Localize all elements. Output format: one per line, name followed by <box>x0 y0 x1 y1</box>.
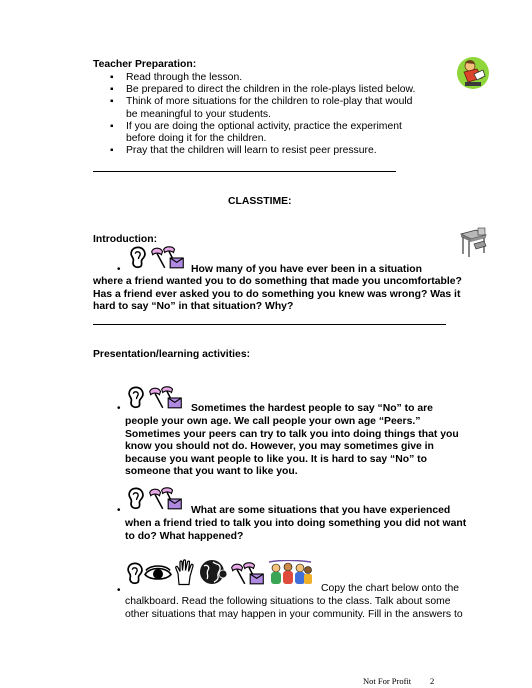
item-line: because you want people to like you. It is hard to say “No” to <box>125 453 427 465</box>
eye-icon <box>144 565 172 582</box>
child-reading-icon <box>455 56 491 90</box>
list-item <box>110 84 415 96</box>
footer-label: Not For Profit <box>363 676 412 686</box>
intro-question-text <box>93 276 462 314</box>
intro-line: hard to say “No” in that situation? Why? <box>93 301 294 313</box>
bullet-dot: • <box>117 403 121 414</box>
item1-icons <box>127 386 188 410</box>
speaking-mouth-icon <box>144 386 188 410</box>
presentation-heading: Presentation/learning activities: <box>93 349 251 360</box>
page-number: 2 <box>430 676 435 686</box>
item3-text <box>125 596 463 621</box>
item2-first-line <box>191 505 450 518</box>
bullet-dot: • <box>117 505 121 516</box>
list-item <box>110 96 415 120</box>
list-item-text: If you are doing the optional activity, practice the experiment <box>126 120 402 132</box>
list-item <box>110 121 415 145</box>
teacher-preparation-heading: Teacher Preparation: <box>93 59 197 70</box>
section-divider <box>93 171 396 172</box>
hand-icon <box>174 559 196 586</box>
item3-icons <box>126 558 312 586</box>
ear-icon <box>127 487 144 511</box>
speaking-mouth-icon <box>146 246 190 270</box>
list-item-text: Think of more situations for the children to role-play that would <box>126 96 413 108</box>
item1-text <box>125 416 459 479</box>
world-globe-icon <box>198 558 228 586</box>
item-line: Sometimes the hardest people to say “No” to are <box>191 403 433 414</box>
list-item-text: be meaningful to your students. <box>126 108 271 120</box>
bullet-dot: • <box>117 264 121 275</box>
introduction-heading: Introduction: <box>93 234 158 245</box>
ear-icon <box>127 386 144 410</box>
item-line: chalkboard. Read the following situations to the class. Talk about some <box>125 596 451 607</box>
list-item-text: Pray that the children will learn to resist peer pressure. <box>126 145 377 157</box>
item2-icons <box>127 487 188 511</box>
ear-icon <box>126 562 143 586</box>
intro-line: Has a friend ever asked you to do something you knew was wrong? Was it <box>93 288 461 300</box>
list-item-text: before doing it for the children. <box>126 133 267 145</box>
item-line: What are some situations that you have experienced <box>191 505 451 516</box>
children-group-icon <box>268 560 312 586</box>
intro-line: How many of you have ever been in a situation <box>191 264 422 275</box>
speaking-mouth-icon <box>144 487 188 511</box>
classtime-heading: CLASSTIME: <box>228 196 292 207</box>
intro-icons <box>129 246 190 270</box>
speaking-mouth-icon <box>228 562 268 586</box>
classroom-desk-icon <box>458 226 488 258</box>
item-line: someone that you want to like you. <box>125 466 298 478</box>
item-line: Sometimes your peers can try to talk you into doing things that you <box>125 428 459 440</box>
intro-question-first-line <box>191 264 422 277</box>
item-line: people your own age. We call people your own age “Peers.” <box>125 416 421 427</box>
item-line: when a friend tried to talk you into doing something you did not want <box>125 518 467 529</box>
list-item <box>110 145 415 157</box>
preparation-list <box>110 72 415 157</box>
intro-line: where a friend wanted you to do something that made you uncomfortable? <box>93 276 462 287</box>
item-line: other situations that may happen in your community. Fill in the answers to <box>125 608 463 620</box>
list-item-text: Be prepared to direct the children in the role-plays listed below. <box>126 84 416 96</box>
item3-first-line: Copy the chart below onto the <box>321 583 460 594</box>
ear-icon <box>129 246 146 270</box>
list-item <box>110 72 415 84</box>
list-item-text: Read through the lesson. <box>126 72 243 83</box>
item1-first-line <box>191 403 433 416</box>
item-line: to do? What happened? <box>125 530 244 542</box>
item2-text <box>125 518 466 543</box>
section-divider <box>93 324 446 325</box>
bullet-dot: • <box>117 585 121 596</box>
item-line: know you should not do. However, you may sometimes give in <box>125 441 434 453</box>
